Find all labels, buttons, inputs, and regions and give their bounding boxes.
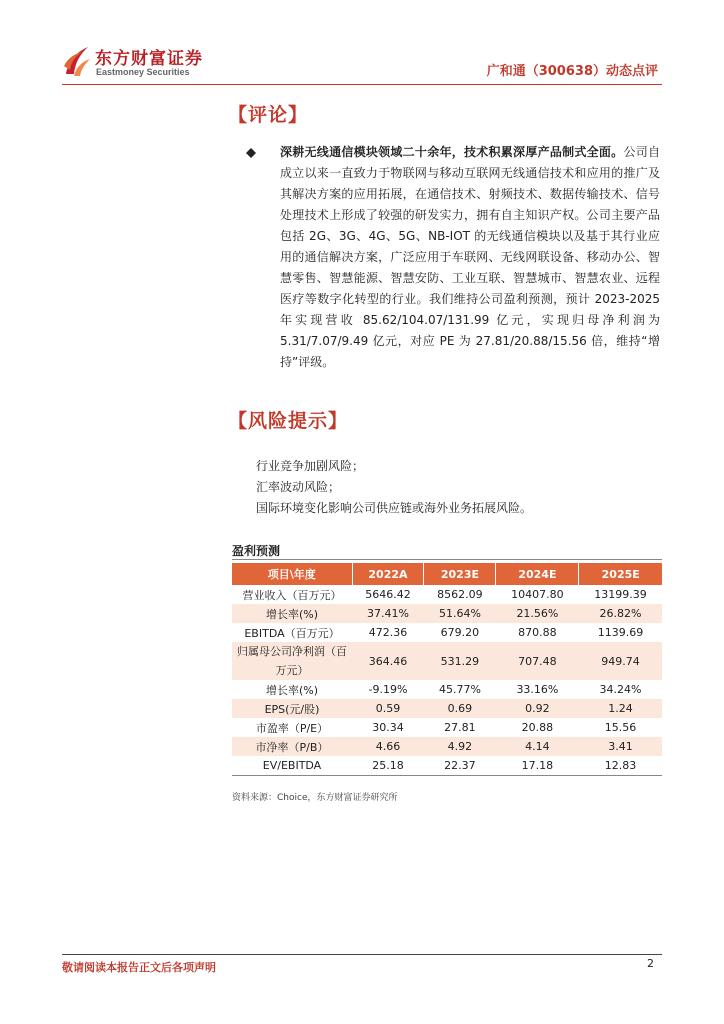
report-title: 广和通（300638）动态点评: [486, 64, 658, 79]
table-cell: 1.24: [579, 699, 662, 718]
table-cell: 3.41: [579, 737, 662, 756]
table-cell: 22.37: [424, 756, 496, 775]
table-cell: 30.34: [372, 721, 404, 734]
table-row: [232, 699, 662, 718]
row-label: EV/EBITDA: [232, 756, 352, 775]
table-header-row: [232, 563, 662, 585]
comment-body: 公司自成立以来一直致力于物联网与移动互联网无线通信技术和应用的推广及其解决方案的应用拓展，在通信技术、射频技术、数据传输技术、信号处理技术上形成了较强的研发实力，拥有自主知识产权。公司主要产品包括 2G、3G、4G、5G、NB-IOT 的无线通信模块以及基于其行业应用的通信解决方案，广泛应用于车联网、无线网联设备、移动办公、智慧零售、智慧能源、智慧安防、工业互联、智慧城市、智慧农业、远程医疗等数字化转型的行业。我们维持公司盈利预测，预计 2023-2025 年实现营收 85.62/104.07/131.99 亿元，实现归母净利润为 5.31/7.07/9.49 亿元，对应 PE 为 27.81/20.88/15.56 倍，维持“增持”评级。: [280, 145, 660, 369]
table-cell: 364.46: [352, 642, 424, 680]
table-cell: 4.66: [352, 737, 424, 756]
header-cell: 项目\年度: [232, 563, 352, 585]
table-cell: 26.82%: [579, 604, 662, 623]
table-cell: 949.74: [579, 642, 662, 680]
table-cell: 45.77%: [438, 683, 481, 696]
table-cell: 1139.69: [597, 626, 644, 639]
company-logo: [62, 40, 222, 84]
table-cell: 5646.42: [365, 588, 411, 601]
header-cell: 2022A: [352, 563, 424, 585]
header-divider: [62, 84, 662, 85]
row-label: 市净率（P/B）: [232, 737, 352, 756]
footer-divider: [62, 954, 662, 955]
table-row: [232, 680, 662, 699]
logo-text-cn: 东方财富证券: [95, 49, 203, 69]
table-cell: 13199.39: [594, 588, 647, 601]
table-cell: 707.48: [496, 642, 579, 680]
table-cell: 531.29: [424, 642, 496, 680]
table-cell: 4.14: [496, 737, 579, 756]
comment-lead: 深耕无线通信模块领域二十余年，技术积累深厚产品制式全面。: [280, 145, 624, 159]
row-label: 营业收入（百万元）: [242, 588, 342, 602]
table-cell: 0.59: [352, 699, 424, 718]
table-cell: 0.92: [496, 699, 579, 718]
table-cell: 37.41%: [352, 604, 424, 623]
table-cell: 4.92: [424, 737, 496, 756]
table-row: [232, 623, 662, 642]
row-label: EPS(元/股): [232, 699, 352, 718]
row-label: 市盈率（P/E）: [255, 721, 329, 735]
table-caption: 盈利预测: [232, 544, 281, 558]
risk-list: [256, 456, 532, 519]
row-label: 增长率(%): [232, 604, 352, 623]
risk-item: 汇率波动风险；: [256, 480, 341, 494]
eastmoney-logo-icon: [62, 44, 92, 78]
table-cell: 15.56: [604, 721, 637, 734]
table-cell: 472.36: [368, 626, 408, 639]
table-row: [232, 642, 662, 680]
table-cell: 870.88: [518, 626, 557, 639]
table-cell: 34.24%: [599, 683, 642, 696]
footer-disclaimer[interactable]: 敬请阅读本报告正文后各项声明: [62, 961, 216, 974]
logo-text-en: Eastmoney Securities: [96, 67, 190, 77]
diamond-bullet-icon: [246, 148, 256, 158]
earnings-forecast-table: [232, 563, 662, 776]
table-row: [232, 604, 662, 623]
table-cell: 679.20: [440, 626, 480, 639]
risk-item: 行业竞争加剧风险；: [256, 459, 365, 473]
header-cell: 2025E: [579, 563, 662, 585]
table-source: 资料来源：Choice，东方财富证券研究所: [232, 793, 398, 803]
table-cell: 51.64%: [424, 604, 496, 623]
table-cell: 12.83: [579, 756, 662, 775]
row-label: 归属母公司净利润（百万元）: [232, 642, 352, 680]
table-cell: -9.19%: [368, 683, 408, 696]
table-row: [232, 756, 662, 775]
table-row: [232, 737, 662, 756]
header-cell: 2023E: [424, 563, 496, 585]
table-cell: 0.69: [424, 699, 496, 718]
caption-divider: [232, 559, 662, 560]
header-cell: 2024E: [496, 563, 579, 585]
table-cell: 20.88: [521, 721, 554, 734]
table-cell: 27.81: [444, 721, 476, 734]
table-cell: 33.16%: [516, 683, 559, 696]
table-cell: 21.56%: [496, 604, 579, 623]
table-cell: 8562.09: [437, 588, 483, 601]
risk-heading: 【风险提示】: [228, 410, 349, 432]
comment-paragraph: [280, 142, 660, 373]
row-label: 增长率(%): [265, 683, 319, 697]
row-label: EBITDA（百万元）: [244, 626, 340, 640]
comment-heading: 【评论】: [228, 104, 309, 126]
table-row: [232, 585, 662, 604]
table-cell: 25.18: [352, 756, 424, 775]
table-cell: 10407.80: [511, 588, 564, 601]
table-row: [232, 718, 662, 737]
table-cell: 17.18: [496, 756, 579, 775]
risk-item: 国际环境变化影响公司供应链或海外业务拓展风险。: [256, 501, 533, 515]
page-number: 2: [647, 957, 654, 970]
